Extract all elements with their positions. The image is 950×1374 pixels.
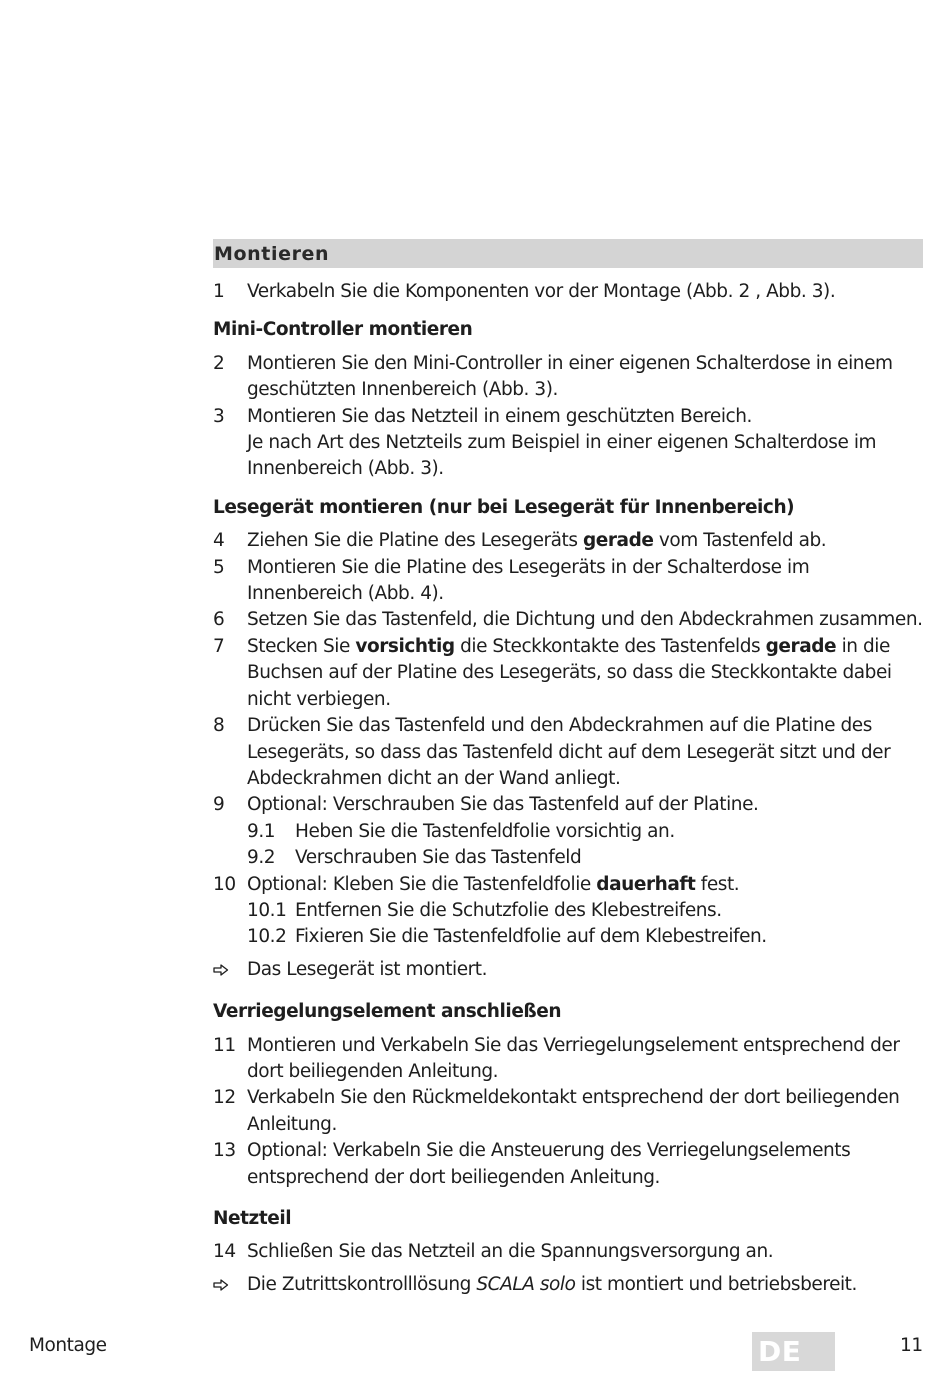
step-text-line1: Montieren Sie das Netzteil in einem geschützten Bereich.: [247, 405, 752, 427]
step-number: 13: [213, 1140, 236, 1162]
step-text: Verkabeln Sie die Komponenten vor der Montage (Abb. 2 , Abb. 3).: [247, 281, 836, 302]
bold-text: gerade: [765, 635, 837, 657]
product-name: SCALA solo: [476, 1273, 576, 1295]
substep-number: 10.2: [247, 926, 287, 948]
step-9-1: [213, 819, 923, 845]
step-6: [213, 607, 923, 633]
result-reader-mounted: [213, 957, 923, 983]
section-title-bar: [213, 239, 923, 268]
result-text: [247, 1272, 923, 1298]
step-8: [213, 713, 923, 792]
step-text: Montieren Sie den Mini-Controller in einer eigenen Schalterdose in einem geschützten Innenbereich (Abb. 3).: [247, 352, 893, 401]
result-system-ready: [213, 1272, 923, 1298]
step-10: [213, 872, 923, 898]
step-12: [213, 1085, 923, 1138]
heading-power-supply: Netzteil: [213, 1208, 292, 1229]
arrow-right-outline-icon: [213, 1272, 247, 1298]
step-9-2: [213, 845, 923, 871]
step-text: [247, 404, 923, 483]
step-number: 10: [213, 873, 236, 895]
text-run: in die Buchsen auf der Platine des Lesegeräts, so dass die Steckkontakte dabei nicht verbiegen.: [247, 635, 892, 710]
text-run: die Steckkontakte des Tastenfelds: [454, 635, 766, 657]
substep-number: 10.1: [247, 899, 287, 921]
heading-reader: Lesegerät montieren (nur bei Lesegerät für Innenbereich): [213, 496, 795, 518]
step-number: 7: [213, 635, 225, 657]
step-text: Montieren Sie die Platine des Lesegeräts in der Schalterdose im Innenbereich (Abb. 4).: [247, 556, 810, 605]
step-1: [213, 279, 923, 305]
bold-text: vorsichtig: [355, 635, 455, 657]
step-text: [247, 634, 923, 713]
step-number: 9: [213, 794, 225, 816]
step-number: 2: [213, 352, 225, 374]
text-run: Optional: Kleben Sie die Tastenfeldfolie: [247, 873, 597, 895]
text-run: Die Zutrittskontrolllösung: [247, 1273, 477, 1295]
step-number: 4: [213, 530, 225, 552]
step-text: Verkabeln Sie den Rückmeldekontakt entsprechend der dort beiliegenden Anleitung.: [247, 1087, 900, 1135]
text-run: Stecken Sie: [247, 635, 356, 657]
step-text: [247, 528, 923, 554]
section-title: Montieren: [214, 242, 330, 265]
step-number: 14: [213, 1241, 236, 1263]
step-text: Drücken Sie das Tastenfeld und den Abdeckrahmen auf die Platine des Lesegeräts, so dass das Tastenfeld dicht auf dem Lesegerät sitzt und der Abdeckrahmen dicht an der Wand anliegt.: [247, 715, 891, 789]
step-11: [213, 1033, 923, 1086]
step-text-line2: Je nach Art des Netzteils zum Beispiel in einer eigenen Schalterdose im Innenbereich (Abb. 3).: [247, 432, 877, 480]
step-10-1: [213, 898, 923, 924]
step-14: [213, 1239, 923, 1265]
step-number: 6: [213, 609, 225, 631]
step-7: [213, 634, 923, 713]
step-number: 8: [213, 715, 225, 737]
substep-text: Entfernen Sie die Schutzfolie des Klebestreifens.: [295, 899, 722, 921]
substep-text: Fixieren Sie die Tastenfeldfolie auf dem Klebestreifen.: [295, 926, 767, 948]
step-text: Setzen Sie das Tastenfeld, die Dichtung und den Abdeckrahmen zusammen.: [247, 609, 923, 631]
text-run: vom Tastenfeld ab.: [653, 530, 827, 552]
text-run: Ziehen Sie die Platine des Lesegeräts: [247, 530, 583, 552]
substep-text: Verschrauben Sie das Tastenfeld: [295, 847, 582, 869]
step-number: 3: [213, 405, 225, 427]
substep-number: 9.1: [247, 820, 276, 842]
step-2: [213, 351, 923, 404]
language-badge: [752, 1332, 835, 1371]
step-text: Optional: Verschrauben Sie das Tastenfeld auf der Platine.: [247, 794, 759, 816]
bold-text: dauerhaft: [596, 873, 696, 895]
step-9: [213, 792, 923, 818]
text-run: fest.: [695, 873, 740, 895]
step-number: 11: [213, 1034, 236, 1056]
step-13: [213, 1138, 923, 1191]
language-code: DE: [758, 1335, 802, 1368]
step-number: 12: [213, 1087, 236, 1109]
step-text: [247, 872, 923, 898]
text-run: ist montiert und betriebsbereit.: [575, 1273, 857, 1295]
page-number: 11: [900, 1335, 923, 1356]
step-5: [213, 555, 923, 608]
bold-text: gerade: [582, 530, 654, 552]
step-text: Montieren und Verkabeln Sie das Verriegelungselement entsprechend der dort beiliegenden Anleitung.: [247, 1034, 900, 1082]
step-4: [213, 528, 923, 554]
step-text: Optional: Verkabeln Sie die Ansteuerung des Verriegelungselements entsprechend der dort beiliegenden Anleitung.: [247, 1140, 851, 1188]
step-number: 5: [213, 556, 225, 578]
step-3: [213, 404, 923, 483]
step-number: 1: [213, 281, 225, 302]
step-text: Schließen Sie das Netzteil an die Spannungsversorgung an.: [247, 1241, 774, 1263]
page-content: [213, 239, 923, 1298]
substep-text: Heben Sie die Tastenfeldfolie vorsichtig an.: [295, 820, 675, 842]
arrow-right-outline-icon: [213, 957, 247, 983]
heading-mini-controller: Mini-Controller montieren: [213, 319, 473, 341]
result-text: Das Lesegerät ist montiert.: [247, 958, 488, 980]
heading-locking-element: Verriegelungselement anschließen: [213, 1001, 562, 1023]
step-10-2: [213, 924, 923, 950]
footer-section-name: Montage: [29, 1335, 107, 1356]
substep-number: 9.2: [247, 847, 276, 869]
